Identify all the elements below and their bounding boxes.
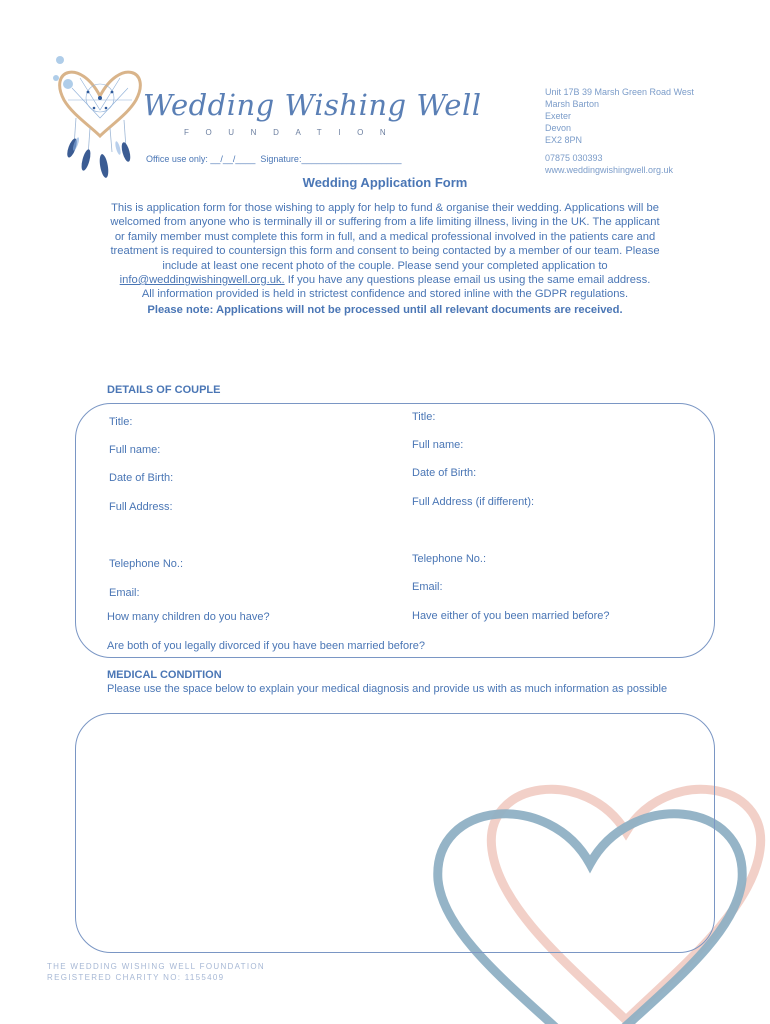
couple-section-heading: DETAILS OF COUPLE bbox=[107, 384, 221, 396]
form-title: Wedding Application Form bbox=[302, 175, 468, 190]
processing-note: Please note: Applications will not be processed until all relevant documents are received. bbox=[147, 303, 623, 316]
website-link[interactable]: www.weddingwishingwell.org.uk bbox=[545, 165, 674, 175]
left-email-field[interactable]: Email: bbox=[109, 587, 140, 599]
address-line: Devon bbox=[545, 123, 572, 133]
gdpr-text: All information provided is held in strictest confidence and stored inline with the GDPR regulations. bbox=[141, 288, 629, 301]
email-link[interactable]: info@weddingwishingwell.org.uk. bbox=[119, 274, 285, 287]
address-block bbox=[545, 86, 694, 146]
dreamcatcher-logo-icon bbox=[50, 48, 150, 180]
medical-text-area[interactable] bbox=[75, 713, 715, 953]
intro-paragraph: This is application form for those wishing to apply for help to fund & organise their wedding. Applications will be welcomed from anyone who is terminally ill or suffering from a life limiting illness, living in the UK. The applicant or family member must complete this form in full, and a medical professional involved in the patients care and treatment is required to countersign this form and consent to being contacted by a member of our team. Please include at least one recent photo of the couple. Please send your completed application to bbox=[110, 202, 660, 272]
brand-subtitle: FOUNDATION bbox=[184, 128, 403, 137]
married-question-field[interactable]: Have either of you been married before? bbox=[412, 610, 610, 622]
contact-block bbox=[545, 152, 673, 176]
address-line: EX2 8PN bbox=[545, 135, 583, 145]
medical-description: Please use the space below to explain your medical diagnosis and provide us with as much information as possible bbox=[107, 683, 668, 695]
medical-section-heading: MEDICAL CONDITION bbox=[107, 669, 222, 681]
intro-paragraph-contd: If you have any questions please email us using the same email address. bbox=[284, 274, 651, 287]
right-email-field[interactable]: Email: bbox=[412, 581, 443, 593]
footer bbox=[47, 962, 265, 983]
left-dob-field[interactable]: Date of Birth: bbox=[109, 472, 174, 484]
left-title-field[interactable]: Title: bbox=[109, 416, 133, 428]
right-title-field[interactable]: Title: bbox=[412, 411, 436, 423]
address-line: Exeter bbox=[545, 111, 572, 121]
footer-foundation-name: THE WEDDING WISHING WELL FOUNDATION bbox=[47, 962, 265, 971]
phone-number: 07875 030393 bbox=[545, 153, 603, 163]
address-line: Unit 17B 39 Marsh Green Road West bbox=[545, 87, 694, 97]
left-address-field[interactable]: Full Address: bbox=[109, 501, 173, 513]
right-telephone-field[interactable]: Telephone No.: bbox=[412, 553, 486, 565]
intro-text bbox=[105, 201, 665, 317]
divorced-question-field[interactable]: Are both of you legally divorced if you have been married before? bbox=[107, 640, 425, 652]
children-question-field[interactable]: How many children do you have? bbox=[107, 611, 270, 623]
left-full-name-field[interactable]: Full name: bbox=[109, 444, 161, 456]
left-telephone-field[interactable]: Telephone No.: bbox=[109, 558, 183, 570]
right-address-field[interactable]: Full Address (if different): bbox=[412, 496, 535, 508]
brand-name: Wedding Wishing Well bbox=[143, 88, 482, 122]
footer-charity-number: REGISTERED CHARITY NO: 1155409 bbox=[47, 972, 225, 982]
address-line: Marsh Barton bbox=[545, 99, 600, 109]
office-use-line: Office use only: __/__/____ Signature:____________________ bbox=[146, 154, 402, 164]
right-full-name-field[interactable]: Full name: bbox=[412, 439, 464, 451]
right-dob-field[interactable]: Date of Birth: bbox=[412, 467, 477, 479]
